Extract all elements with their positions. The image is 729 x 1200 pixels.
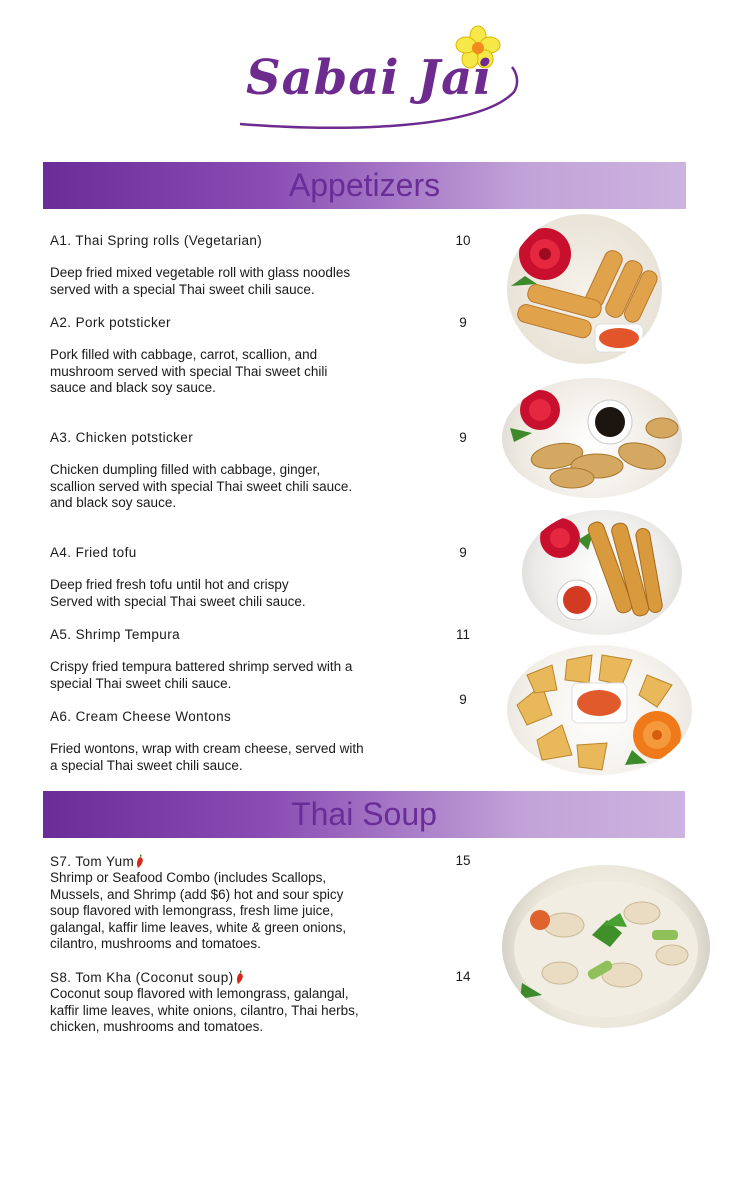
menu-item-name: A4. Fried tofu <box>50 545 137 560</box>
menu-item-price: 10 <box>455 233 471 248</box>
chili-pepper-icon <box>235 969 245 985</box>
menu-item-desc: Chicken dumpling filled with cabbage, ginger, scallion served with special Thai sweet chili sauce. and black soy sauce. <box>50 462 353 510</box>
menu-item-desc: Pork filled with cabbage, carrot, scallion, and mushroom served with special Thai sweet chili sauce and black soy sauce. <box>50 347 328 395</box>
menu-item-desc: Fried wontons, wrap with cream cheese, served with a special Thai sweet chili sauce. <box>50 741 364 773</box>
menu-item-desc: Coconut soup flavored with lemongrass, galangal, kaffir lime leaves, white onions, cilantro, Thai herbs, chicken, mushrooms and tomatoes. <box>50 986 359 1034</box>
menu-item-price: 9 <box>459 315 467 330</box>
menu-item-price: 9 <box>459 430 467 445</box>
section-title: Thai Soup <box>291 796 437 832</box>
menu-item-price: 9 <box>459 545 467 560</box>
wontons-photo <box>507 645 692 775</box>
menu-item-name: A6. Cream Cheese Wontons <box>50 709 232 724</box>
section-banner-thai-soup <box>43 791 685 838</box>
soup-photo <box>502 865 710 1028</box>
menu-item-name: A5. Shrimp Tempura <box>50 627 181 642</box>
section-banner-appetizers <box>43 162 686 209</box>
menu-item-desc: Deep fried mixed vegetable roll with glass noodles served with a special Thai sweet chili sauce. <box>50 265 351 297</box>
menu-item-desc: Deep fried fresh tofu until hot and crispy Served with special Thai sweet chili sauce. <box>50 577 306 609</box>
menu-item-price: 14 <box>455 969 471 984</box>
brand-logo <box>228 22 528 137</box>
spring-rolls-photo <box>507 214 662 364</box>
menu-item-name: A3. Chicken potsticker <box>50 430 194 445</box>
menu-item-price: 9 <box>459 692 467 707</box>
menu-item-desc: Shrimp or Seafood Combo (includes Scallops, Mussels, and Shrimp (add $6) hot and sour spicy soup flavored with lemongrass, fresh lime juice, galangal, kaffir lime leaves, white & green onions, cilantro, mushrooms and tomatoes. <box>50 870 347 951</box>
menu-item-name: A2. Pork potsticker <box>50 315 171 330</box>
potsticker-photo <box>502 378 682 498</box>
chili-pepper-icon <box>135 853 145 869</box>
fried-tofu-photo <box>522 510 682 635</box>
menu-item-desc: Crispy fried tempura battered shrimp served with a special Thai sweet chili sauce. <box>50 659 353 691</box>
menu-item-price: 15 <box>455 853 471 868</box>
menu-item-name: S7. Tom Yum <box>50 853 145 869</box>
brand-name: Sabai Jai <box>246 50 493 106</box>
section-title: Appetizers <box>288 167 441 203</box>
menu-item-price: 11 <box>455 627 470 642</box>
menu-item-name: A1. Thai Spring rolls (Vegetarian) <box>50 233 263 248</box>
menu-item-name: S8. Tom Kha (Coconut soup) <box>50 969 245 985</box>
